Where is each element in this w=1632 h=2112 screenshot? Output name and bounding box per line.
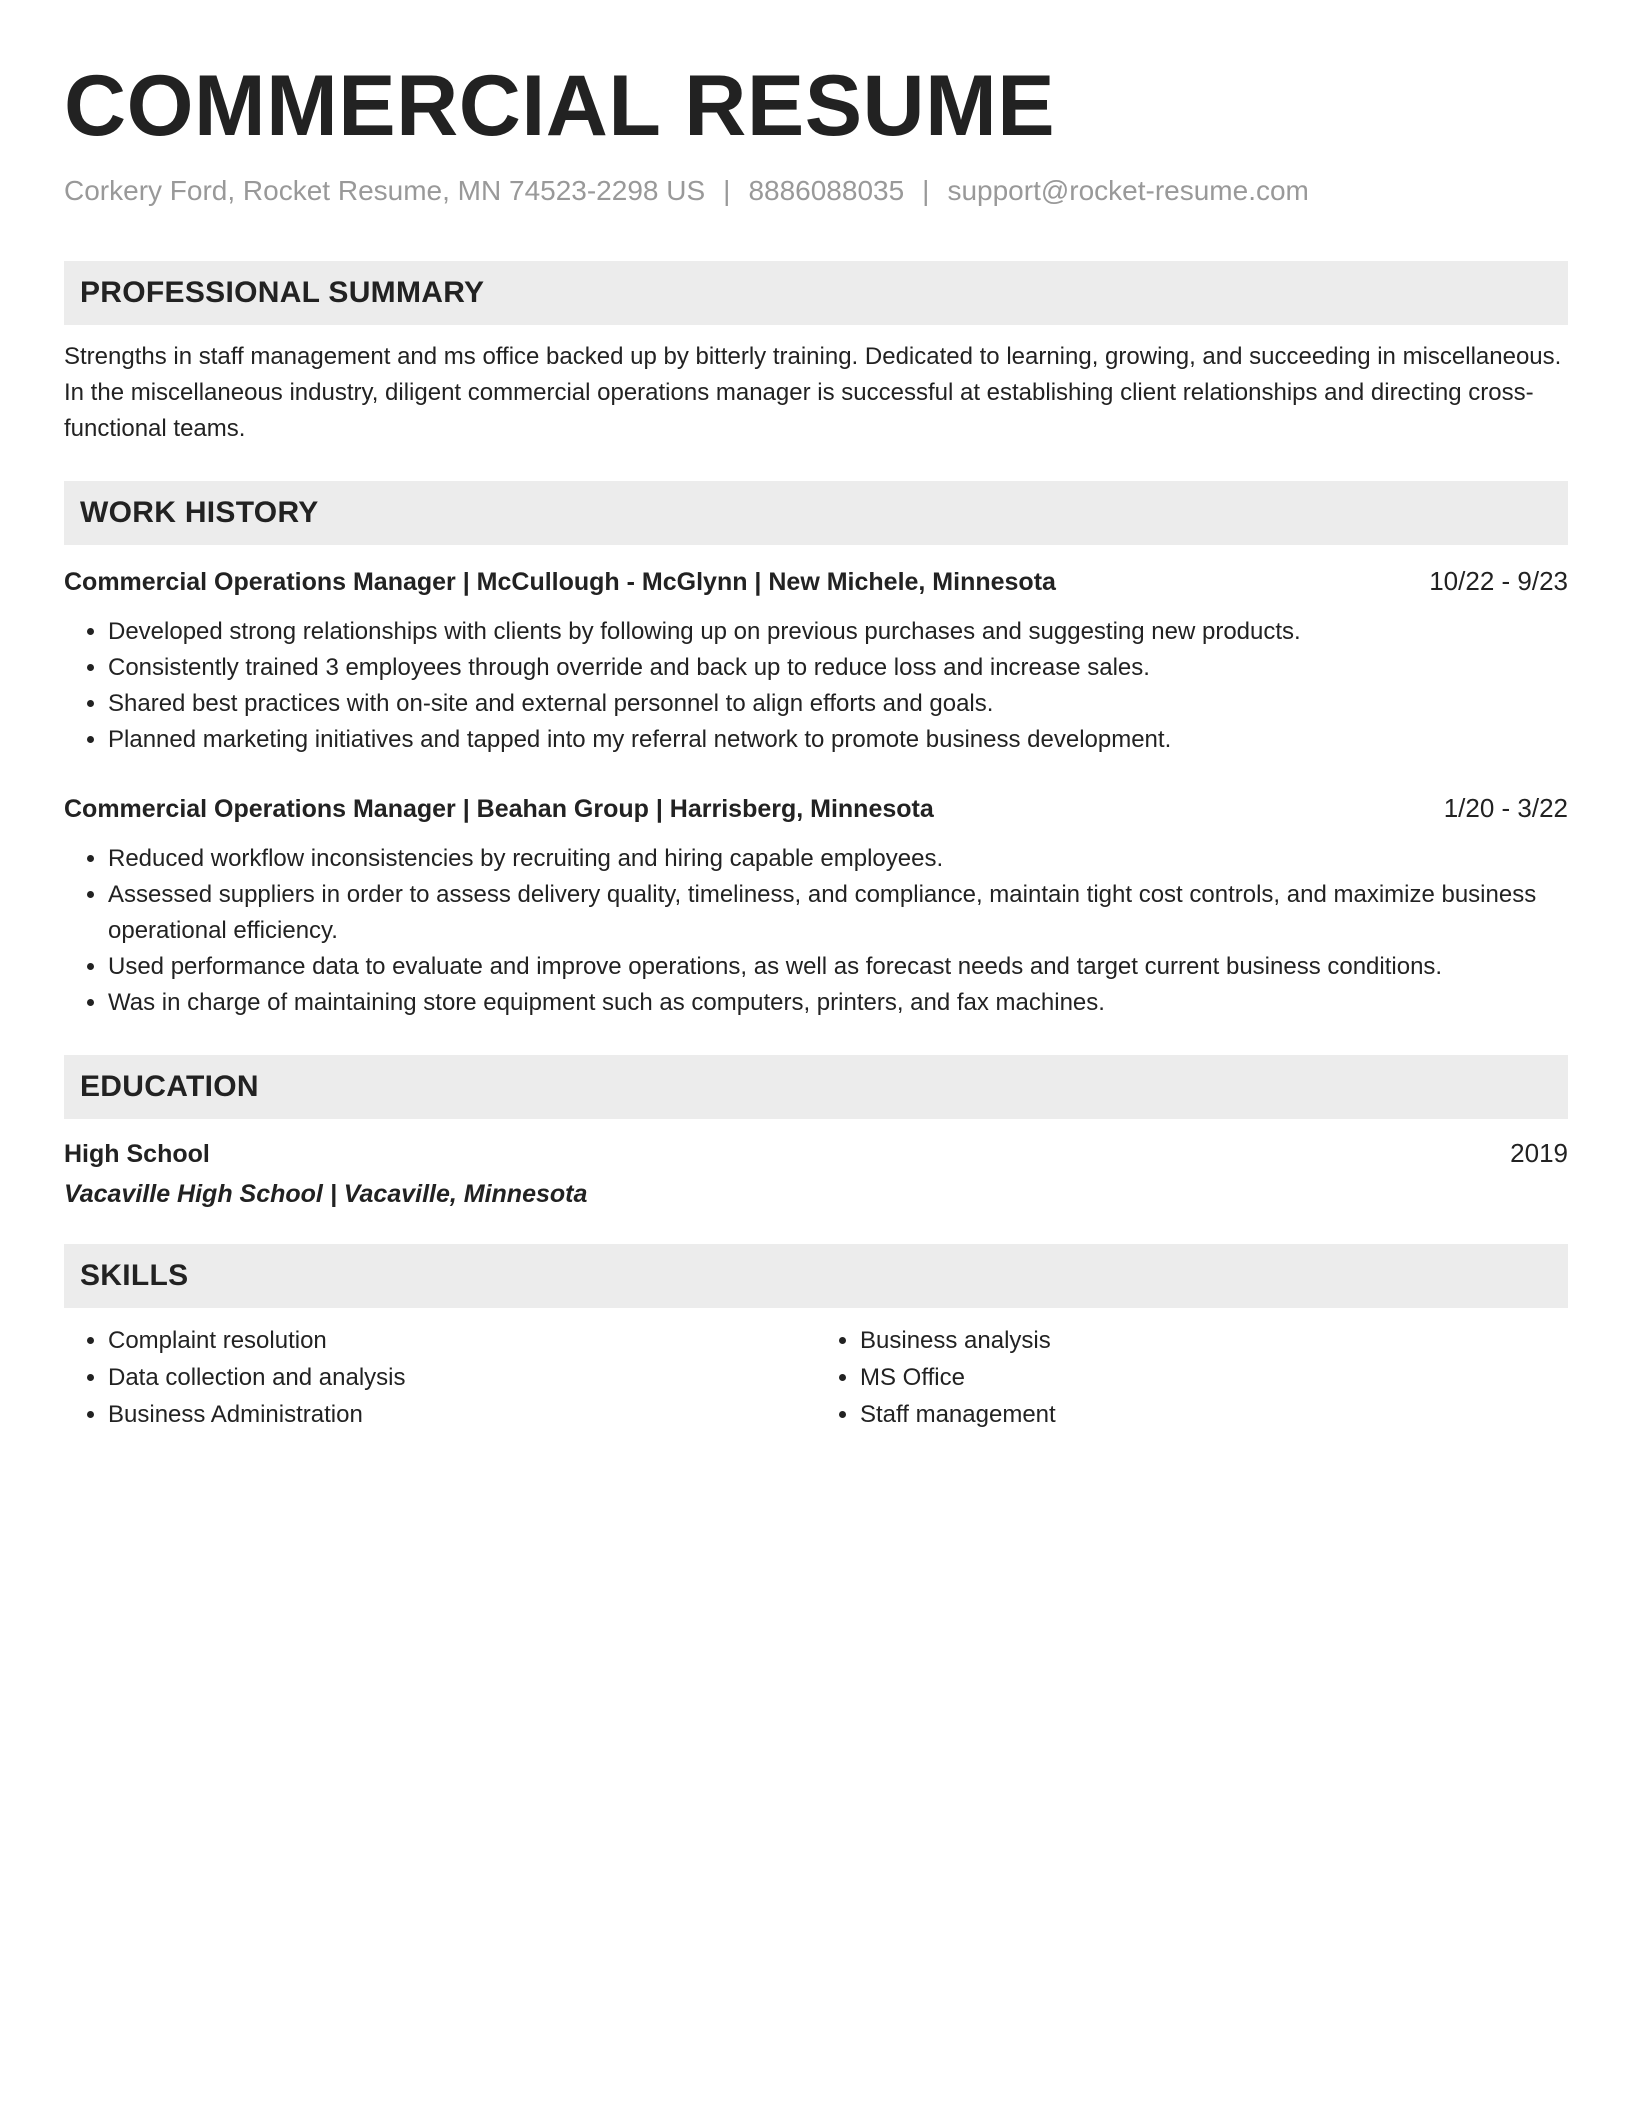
contact-separator: | xyxy=(922,175,930,206)
skills-column-right xyxy=(816,1322,1568,1433)
skill-item: • Business Administration xyxy=(108,1396,816,1433)
job-dates: 10/22 - 9/23 xyxy=(1429,566,1568,596)
section-title-education: EDUCATION xyxy=(64,1055,1568,1119)
job-bullet: • Planned marketing initiatives and tapped into my referral network to promote business development. xyxy=(108,722,1568,758)
education-school: Vacaville High School | Vacaville, Minnesota xyxy=(64,1180,588,1208)
job-bullet: • Developed strong relationships with clients by following up on previous purchases and suggesting new products. xyxy=(108,614,1568,650)
section-title-work-history: WORK HISTORY xyxy=(64,481,1568,545)
job-heading: Commercial Operations Manager | Beahan Group | Harrisberg, Minnesota xyxy=(64,795,934,823)
job-heading: Commercial Operations Manager | McCullough - McGlynn | New Michele, Minnesota xyxy=(64,568,1056,596)
skill-item: • MS Office xyxy=(860,1359,1568,1396)
job-header xyxy=(64,792,1568,825)
education-header xyxy=(64,1137,1568,1170)
summary-text: Strengths in staff management and ms office backed up by bitterly training. Dedicated to learning, growing, and succeeding in miscellaneous. In the miscellaneous industry, diligent commercial operations manager is successful at establishing client relationships and directing cross-functional teams. xyxy=(64,343,1562,442)
job-bullet: • Consistently trained 3 employees through override and back up to reduce loss and increase sales. xyxy=(108,650,1568,686)
job-bullet: • Reduced workflow inconsistencies by recruiting and hiring capable employees. xyxy=(108,841,1568,877)
job-bullets xyxy=(64,841,1568,1021)
section-title-summary: PROFESSIONAL SUMMARY xyxy=(64,261,1568,325)
skills-list xyxy=(64,1322,1568,1433)
contact-email: support@rocket-resume.com xyxy=(947,175,1309,206)
job-bullet: • Used performance data to evaluate and improve operations, as well as forecast needs and target current business conditions. xyxy=(108,949,1568,985)
job-bullet: • Assessed suppliers in order to assess delivery quality, timeliness, and compliance, maintain tight cost controls, and maximize business operational efficiency. xyxy=(108,877,1568,949)
job-bullets xyxy=(64,614,1568,758)
skill-item: • Business analysis xyxy=(860,1322,1568,1359)
job-header xyxy=(64,565,1568,598)
education-year: 2019 xyxy=(1510,1138,1568,1168)
contact-line xyxy=(64,174,1568,208)
job-entry xyxy=(64,565,1568,758)
contact-address: Corkery Ford, Rocket Resume, MN 74523-2298 US xyxy=(64,175,706,206)
job-dates: 1/20 - 3/22 xyxy=(1443,793,1568,823)
contact-phone: 8886088035 xyxy=(748,175,905,206)
resume-name: COMMERCIAL RESUME xyxy=(64,58,1056,154)
skill-item: • Complaint resolution xyxy=(108,1322,816,1359)
education-degree: High School xyxy=(64,1140,210,1168)
skill-item: • Staff management xyxy=(860,1396,1568,1433)
skills-column-left xyxy=(64,1322,816,1433)
contact-separator: | xyxy=(723,175,731,206)
section-title-skills: SKILLS xyxy=(64,1244,1568,1308)
job-entry xyxy=(64,792,1568,1021)
job-bullet: • Was in charge of maintaining store equipment such as computers, printers, and fax machines. xyxy=(108,985,1568,1021)
job-bullet: • Shared best practices with on-site and external personnel to align efforts and goals. xyxy=(108,686,1568,722)
skill-item: • Data collection and analysis xyxy=(108,1359,816,1396)
